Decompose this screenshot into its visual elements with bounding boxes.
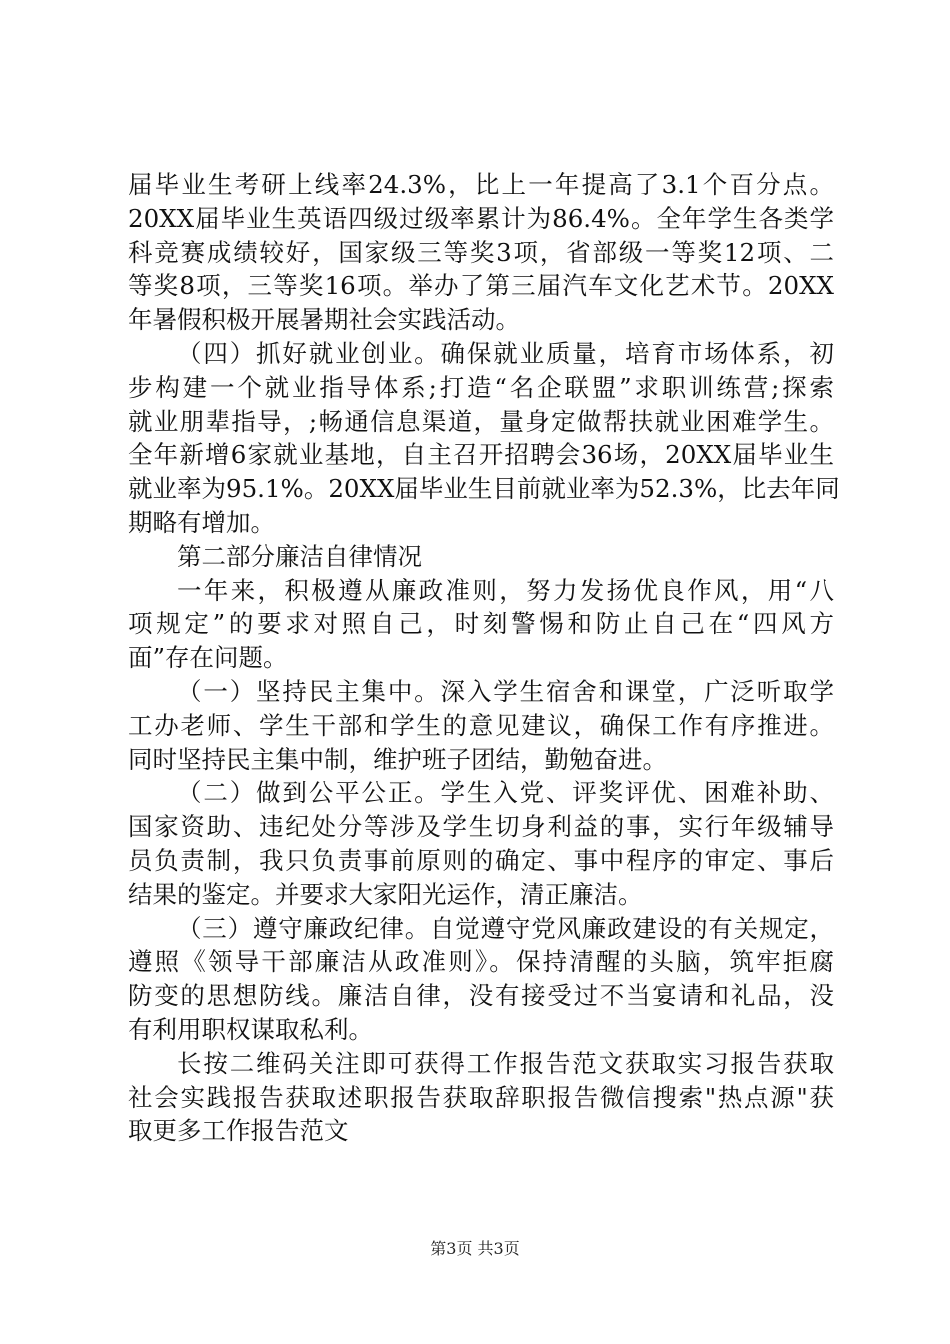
text-line: 就业朋辈指导，;畅通信息渠道，量身定做帮扶就业困难学生。 [128, 406, 834, 436]
document-body [128, 168, 840, 1148]
text-line: 20XX届毕业生英语四级过级率累计为86.4%。全年学生各类学 [128, 203, 834, 233]
text-line: 国家资助、违纪处分等涉及学生切身利益的事，实行年级辅导 [128, 812, 834, 842]
text-line: 社会实践报告获取述职报告获取辞职报告微信搜索"热点源"获 [128, 1082, 834, 1112]
text-line: 取更多工作报告范文 [128, 1116, 349, 1146]
text-line: 工办老师、学生干部和学生的意见建议，确保工作有序推进。 [128, 710, 834, 740]
section-heading: 第二部分廉洁自律情况 [177, 541, 422, 571]
text-line: 全年新增6家就业基地，自主召开招聘会36场，20XX届毕业生 [128, 440, 834, 470]
page-number-footer: 第3页 共3页 [430, 1239, 520, 1258]
text-line: 遵照《领导干部廉洁从政准则》。保持清醒的头脑，筑牢拒腐 [128, 947, 834, 977]
text-line: （三）遵守廉政纪律。自觉遵守党风廉政建设的有关规定， [177, 913, 834, 943]
text-line: 就业率为95.1%。20XX届毕业生目前就业率为52.3%，比去年同 [128, 474, 840, 504]
text-line: 员负责制，我只负责事前原则的确定、事中程序的审定、事后 [128, 845, 834, 875]
text-line: 科竞赛成绩较好，国家级三等奖3项，省部级一等奖12项、二 [128, 237, 834, 267]
text-line: 有利用职权谋取私利。 [128, 1014, 373, 1044]
text-line: 面”存在问题。 [128, 643, 288, 673]
text-line: 结果的鉴定。并要求大家阳光运作，清正廉洁。 [128, 879, 643, 909]
text-line: 期略有增加。 [128, 507, 275, 537]
text-line: 防变的思想防线。廉洁自律，没有接受过不当宴请和礼品，没 [128, 981, 834, 1011]
text-line: 届毕业生考研上线率24.3%，比上一年提高了3.1个百分点。 [128, 170, 834, 199]
text-line: 步构建一个就业指导体系;打造“名企联盟”求职训练营;探索 [128, 372, 834, 402]
text-line: 长按二维码关注即可获得工作报告范文获取实习报告获取 [177, 1048, 834, 1078]
text-line: （四）抓好就业创业。确保就业质量，培育市场体系，初 [177, 338, 834, 368]
text-line: 等奖8项，三等奖16项。举办了第三届汽车文化艺术节。20XX [128, 271, 834, 301]
text-line: 同时坚持民主集中制，维护班子团结，勤勉奋进。 [128, 744, 667, 774]
text-line: 一年来，积极遵从廉政准则，努力发扬优良作风，用“八 [177, 575, 834, 605]
text-line: （一）坚持民主集中。深入学生宿舍和课堂，广泛听取学 [177, 676, 834, 706]
text-line: 项规定”的要求对照自己，时刻警惕和防止自己在“四风方 [128, 609, 834, 639]
text-line: 年暑假积极开展暑期社会实践活动。 [128, 305, 520, 335]
text-line: （二）做到公平公正。学生入党、评奖评优、困难补助、 [177, 778, 834, 808]
